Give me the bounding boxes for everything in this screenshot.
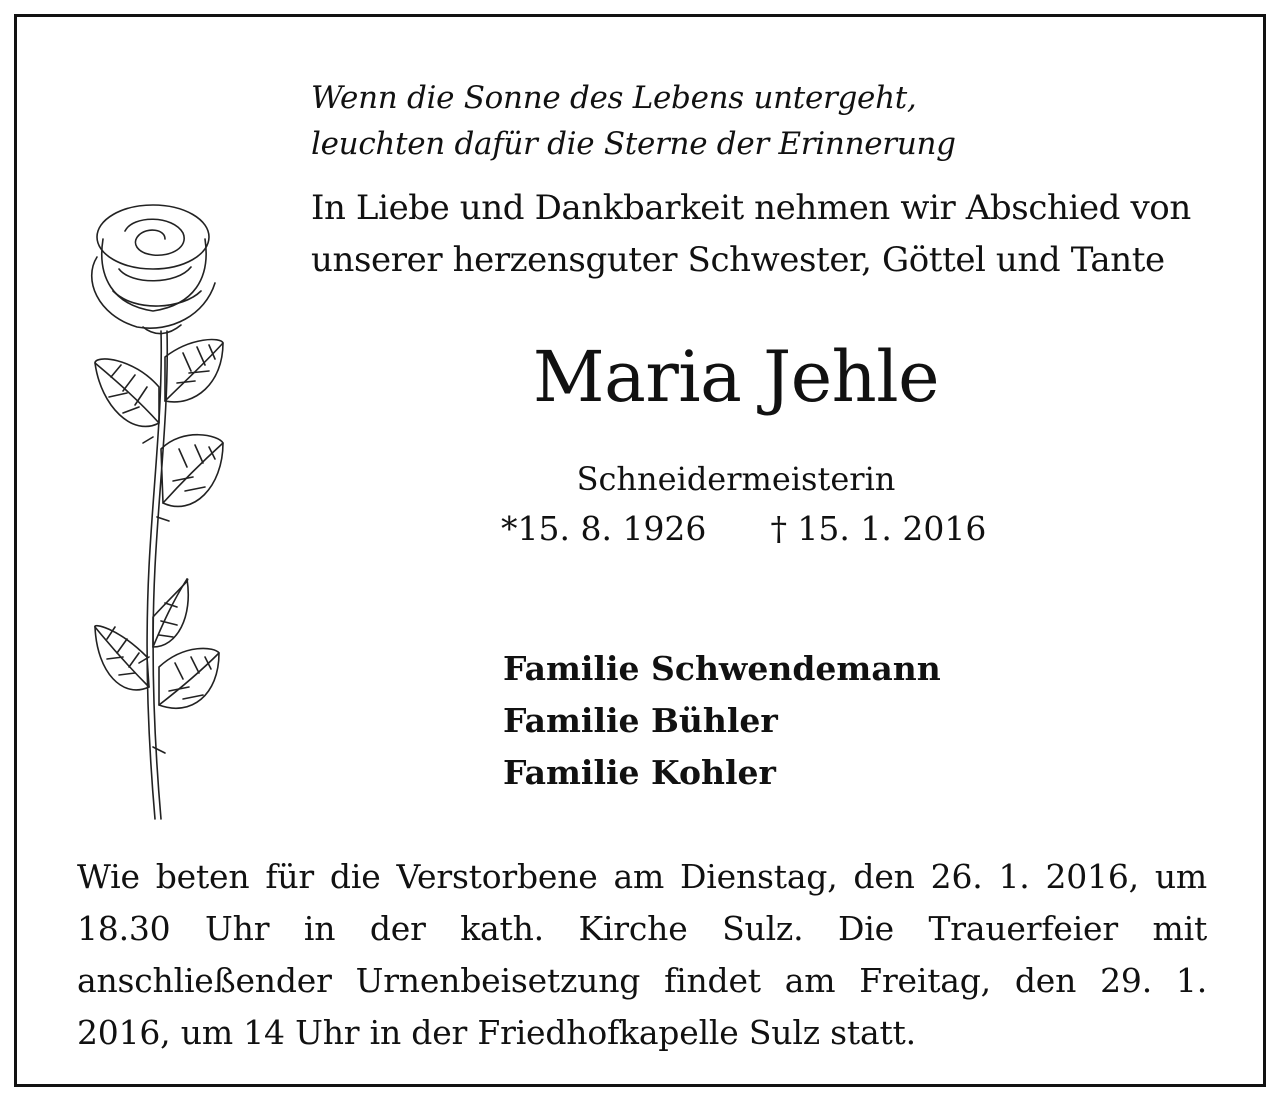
family-list (503, 643, 941, 799)
life-dates (501, 505, 986, 553)
family-name: Familie Bühler (503, 701, 778, 740)
family-name: Familie Schwendemann (503, 649, 941, 688)
service-notice: Wie beten für die Verstorbene am Dienstag, den 26. 1. 2016, um 18.30 Uhr in der kath. Kirche Sulz. Die Trauerfeier mit anschließender Urnenbeisetzung findet am Freitag, den 29. 1. 2016, um 14 Uhr in der Friedhofkapelle Sulz statt. (77, 857, 1207, 1052)
family-name: Familie Kohler (503, 753, 776, 792)
deceased-profession: Schneidermeisterin (576, 460, 896, 498)
deceased-name: Maria Jehle (532, 336, 940, 418)
rose-icon (73, 187, 233, 827)
birth-date: *15. 8. 1926 (501, 509, 707, 548)
quote-line-2: leuchten dafür die Sterne der Erinnerung (311, 126, 956, 162)
quote (311, 75, 956, 167)
obituary-frame (14, 14, 1266, 1087)
intro-line-2: unserer herzensguter Schwester, Göttel und Tante (311, 240, 1165, 280)
intro-text (311, 182, 1191, 286)
death-date: † 15. 1. 2016 (770, 509, 987, 548)
intro-line-1: In Liebe und Dankbarkeit nehmen wir Abschied von (311, 188, 1191, 228)
quote-line-1: Wenn die Sonne des Lebens untergeht, (311, 80, 917, 116)
